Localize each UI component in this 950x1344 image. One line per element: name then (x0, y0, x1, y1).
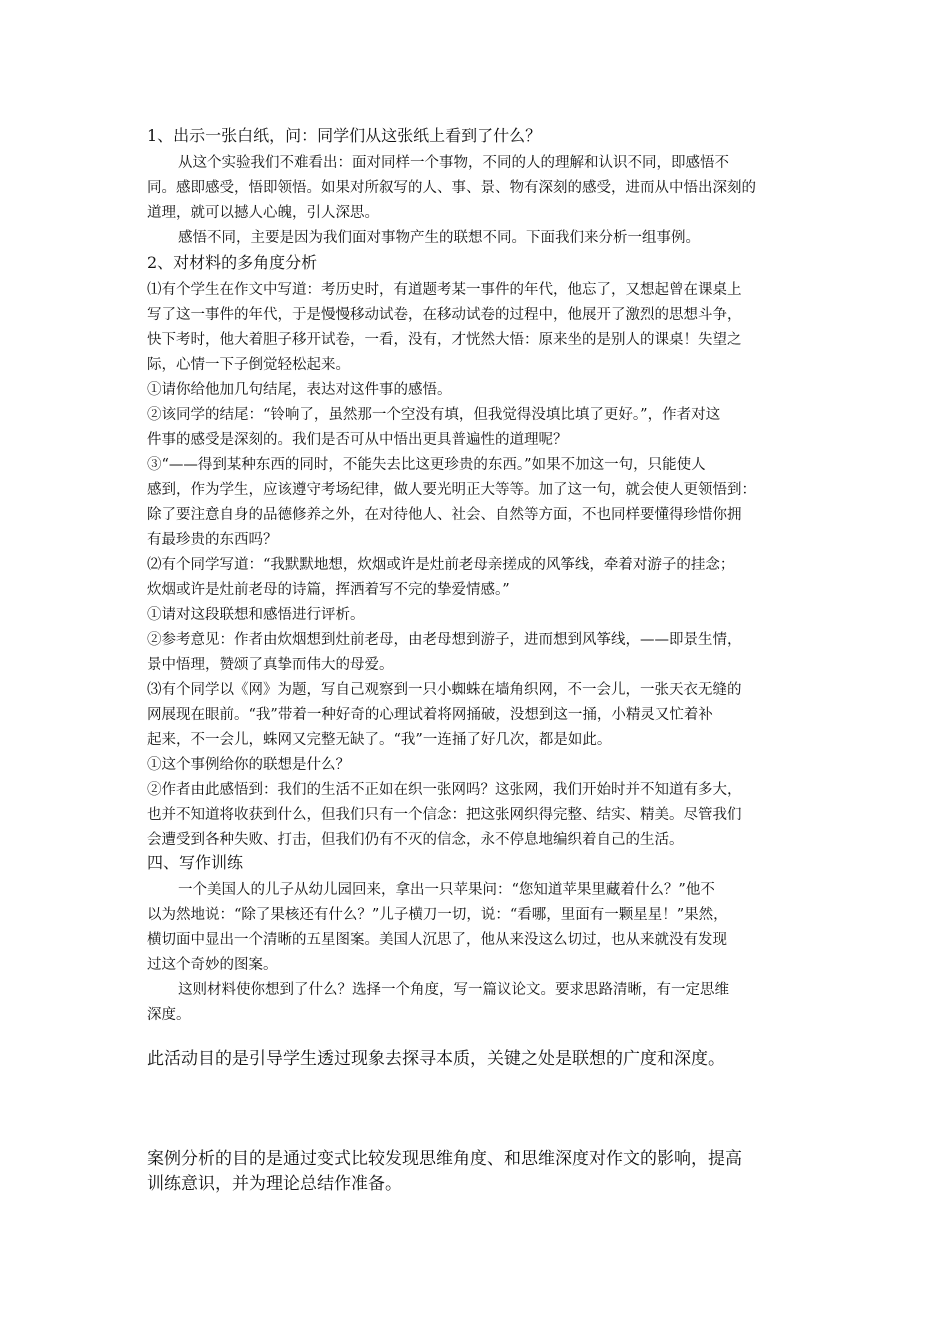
paragraph-line: 也并不知道将收获到什么，但我们只有一个信念：把这张网织得完整、结实、精美。尽管我们 (147, 807, 742, 823)
paragraph-line: 感悟不同，主要是因为我们面对事物产生的联想不同。下面我们来分析一组事例。 (178, 230, 700, 246)
paragraph-line: 起来，不一会儿，蛛网又完整无缺了。“我”一连捅了好几次，都是如此。 (147, 732, 612, 748)
paragraph-line: ②作者由此感悟到：我们的生活不正如在织一张网吗？这张网，我们开始时并不知道有多大， (147, 782, 742, 798)
paragraph-line: ⑴有个学生在作文中写道：考历史时，有道题考某一事件的年代，他忘了，又想起曾在课桌上 (147, 282, 742, 298)
paragraph-line: 有最珍贵的东西吗？ (147, 532, 278, 548)
paragraph-line: 网展现在眼前。“我”带着一种好奇的心理试着将网捅破，没想到这一捅，小精灵又忙着补 (147, 707, 713, 723)
paragraph-line: 会遭受到各种失败、打击，但我们仍有不灭的信念，永不停息地编织着自己的生活。 (147, 832, 684, 848)
paragraph-line: 过这个奇妙的图案。 (147, 957, 278, 973)
note-activity-purpose: 此活动目的是引导学生透过现象去探寻本质，关键之处是联想的广度和深度。 (147, 1049, 725, 1069)
paragraph-line: 感到，作为学生，应该遵守考场纪律，做人要光明正大等等。加了这一句，就会使人更领悟到： (147, 482, 756, 498)
section-heading-2: 2、对材料的多角度分析 (147, 253, 318, 272)
paragraph-line: ②该同学的结尾：“铃响了，虽然那一个空没有填，但我觉得没填比填了更好。”，作者对这 (147, 407, 721, 423)
paragraph-line: ①请对这段联想和感悟进行评析。 (147, 607, 365, 623)
paragraph-line: 以为然地说：“除了果核还有什么？”儿子横刀一切，说：“看哪，里面有一颗星星！”果然， (147, 907, 728, 923)
note-case-analysis: 案例分析的目的是通过变式比较发现思维角度、和思维深度对作文的影响，提高 (147, 1149, 742, 1169)
paragraph-line: 景中悟理，赞颂了真挚而伟大的母爱。 (147, 657, 394, 673)
note-case-analysis: 训练意识，并为理论总结作准备。 (147, 1174, 402, 1194)
paragraph-line: ⑶有个同学以《网》为题，写自己观察到一只小蜘蛛在墙角织网，不一会儿，一张天衣无缝的 (147, 682, 742, 698)
paragraph-line: ①这个事例给你的联想是什么？ (147, 757, 350, 773)
paragraph-line: ③“——得到某种东西的同时，不能失去比这更珍贵的东西。”如果不加这一句，只能使人 (147, 457, 706, 473)
paragraph-line: 横切面中显出一个清晰的五星图案。美国人沉思了，他从来没这么切过，也从来就没有发现 (147, 932, 727, 948)
section-heading-4: 四、写作训练 (147, 853, 244, 872)
section-heading-1: 1、出示一张白纸，问：同学们从这张纸上看到了什么？ (147, 126, 542, 145)
paragraph-line: 深度。 (147, 1007, 191, 1023)
paragraph-line: 快下考时，他大着胆子移开试卷，一看，没有，才恍然大悟：原来坐的是别人的课桌！失望之 (147, 332, 742, 348)
paragraph-line: ①请你给他加几句结尾，表达对这件事的感悟。 (147, 382, 452, 398)
paragraph-line: 一个美国人的儿子从幼儿园回来，拿出一只苹果问：“您知道苹果里藏着什么？”他不 (178, 882, 715, 898)
paragraph-line: ⑵有个同学写道：“我默默地想，炊烟或许是灶前老母亲搓成的风筝线，牵着对游子的挂念； (147, 557, 735, 573)
paragraph-line: 件事的感受是深刻的。我们是否可从中悟出更具普遍性的道理呢？ (147, 432, 568, 448)
paragraph-line: 炊烟或许是灶前老母的诗篇，挥洒着写不完的挚爱情感。” (147, 582, 510, 598)
paragraph-line: 道理，就可以撼人心魄，引人深思。 (147, 205, 379, 221)
paragraph-line: 从这个实验我们不难看出：面对同样一个事物，不同的人的理解和认识不同，即感悟不 (178, 155, 729, 171)
paragraph-line: 同。感即感受，悟即领悟。如果对所叙写的人、事、景、物有深刻的感受，进而从中悟出深刻的 (147, 180, 756, 196)
paragraph-line: 这则材料使你想到了什么？选择一个角度，写一篇议论文。要求思路清晰，有一定思维 (178, 982, 729, 998)
paragraph-line: 际，心情一下子倒觉轻松起来。 (147, 357, 350, 373)
paragraph-line: 除了要注意自身的品德修养之外，在对待他人、社会、自然等方面，不也同样要懂得珍惜你拥 (147, 507, 742, 523)
paragraph-line: ②参考意见：作者由炊烟想到灶前老母，由老母想到游子，进而想到风筝线，——即景生情， (147, 632, 742, 648)
paragraph-line: 写了这一事件的年代，于是慢慢移动试卷，在移动试卷的过程中，他展开了激烈的思想斗争， (147, 307, 742, 323)
